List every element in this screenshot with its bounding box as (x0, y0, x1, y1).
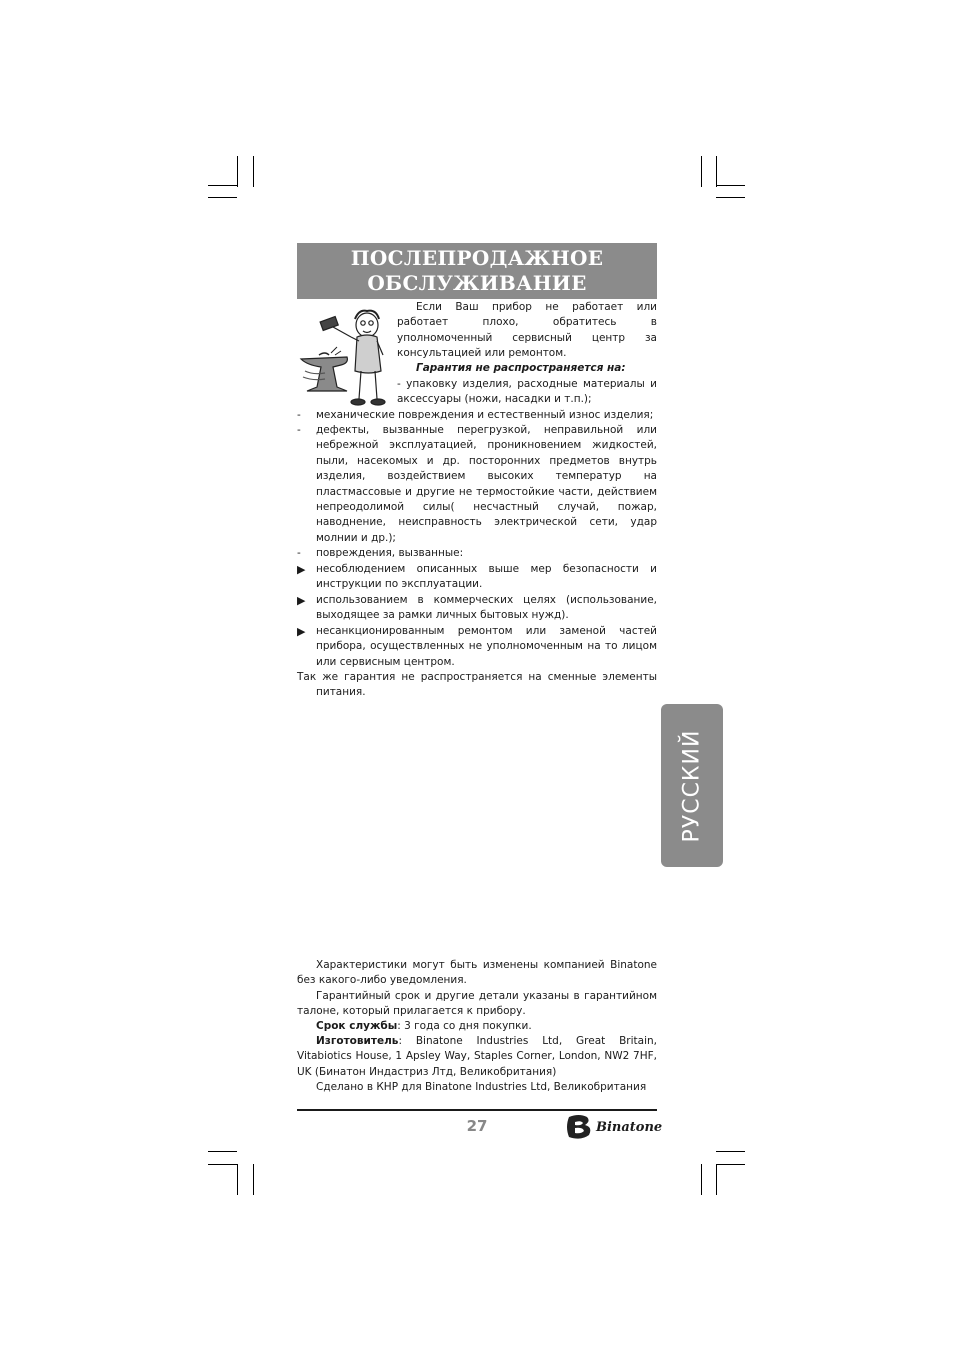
item-text: дефекты, вызванные перегрузкой, неправильной или небрежной эксплуатацией, проникновением жидкостей, пыли, насекомых и др. посторонних предметов внутрь изделия, воздействием высоких температур на пластмассовые и другие не термостойкие части, действием непреодолимой силы( несчастный случай, пожар, наводнение, неисправность электрической сети, удар молнии и др.); (316, 424, 657, 544)
intro-paragraph: Если Ваш прибор не работает или работает плохо, обратитесь в уполномоченный сервисный центр за консультацией или ремонтом. (397, 301, 657, 360)
section-title (297, 243, 657, 299)
title-line-1: ПОСЛЕПРОДАЖНОЕ (350, 246, 604, 270)
service-life-value: : 3 года со дня покупки. (397, 1020, 532, 1032)
logo-text: Binatone (596, 1120, 663, 1135)
crop-mark (701, 156, 702, 187)
item-text: несоблюдением описанных выше мер безопасности и инструкции по эксплуатации. (316, 563, 657, 591)
dash-marker: - (297, 424, 301, 436)
item-text: несанкционированным ремонтом или заменой частей прибора, осуществленных не уполномоченным на то лицом или сервисным центром. (316, 625, 657, 668)
crop-mark (716, 1151, 745, 1152)
arrow-bullet-icon: ▶ (297, 625, 306, 638)
service-life (297, 1019, 657, 1034)
crop-mark (208, 1151, 237, 1152)
arrow-bullet-icon: ▶ (297, 594, 306, 607)
item-text: повреждения, вызванные: (316, 547, 464, 559)
crop-mark (237, 156, 238, 187)
made-in-note: Сделано в КНР для Binatone Industries Ltd, Великобритания (316, 1081, 647, 1093)
crop-mark (701, 1164, 702, 1195)
language-tab (661, 704, 723, 867)
dash-marker: - (297, 547, 301, 559)
batteries-note: Так же гарантия не распространяется на сменные элементы питания. (297, 671, 657, 699)
crop-mark (253, 1164, 254, 1195)
footer-rule (297, 1109, 657, 1111)
item-text: механические повреждения и естественный износ изделия; (316, 409, 654, 421)
arrow-bullet-icon: ▶ (297, 563, 306, 576)
crop-mark (208, 185, 237, 186)
service-life-label: Срок службы (316, 1020, 398, 1032)
item-text: использованием в коммерческих целях (использование, выходящее за рамки личных бытовых нужд). (316, 594, 657, 622)
warranty-heading: Гарантия не распространяется на: (416, 362, 626, 374)
title-line-2: ОБСЛУЖИВАНИЕ (367, 271, 587, 295)
crop-mark (237, 1164, 238, 1195)
crop-mark (716, 156, 717, 187)
manufacturer-value: : Binatone Industries Ltd, Great Britain, Vitabiotics House, 1 Apsley Way, Staples Corner, London, NW2 7HF, UK (Бинатон Индастриз Лтд, Великобритания) (297, 1035, 657, 1078)
warranty-item-packaging: - упаковку изделия, расходные материалы и аксессуары (ножи, насадки и т.п.); (397, 378, 657, 406)
manufacturer-label: Изготовитель (316, 1035, 399, 1047)
crop-mark (716, 1164, 745, 1165)
crop-mark (716, 197, 745, 198)
language-tab-label: РУССКИЙ (679, 729, 705, 842)
crop-mark (208, 1164, 237, 1165)
crop-mark (716, 185, 745, 186)
warranty-period-note: Гарантийный срок и другие детали указаны в гарантийном талоне, который прилагается к прибору. (297, 990, 657, 1018)
manufacturer (297, 1034, 657, 1080)
blacksmith-illustration (297, 305, 395, 413)
crop-mark (716, 1164, 717, 1195)
specs-change-note: Характеристики могут быть изменены компанией Binatone без какого-либо уведомления. (297, 959, 657, 987)
crop-mark (208, 197, 237, 198)
crop-mark (253, 156, 254, 187)
dash-marker: - (297, 409, 301, 421)
page-number: 27 (466, 1117, 488, 1135)
